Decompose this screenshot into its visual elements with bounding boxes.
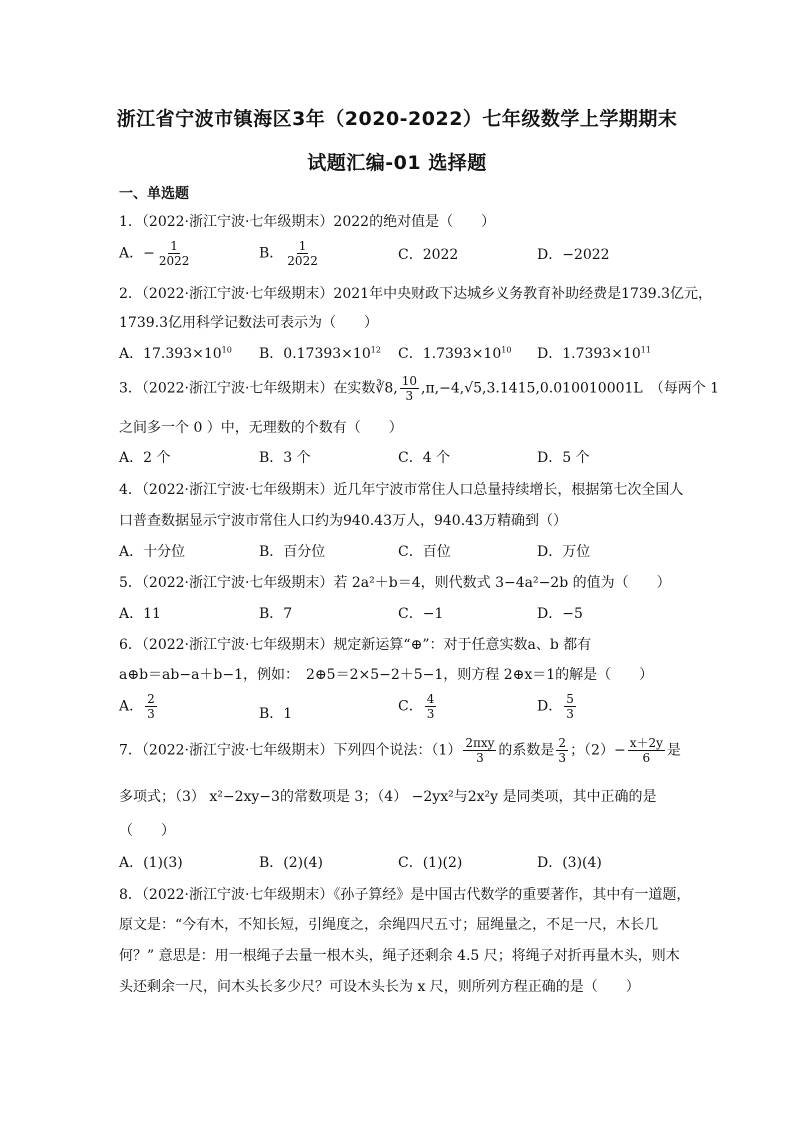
option-a: A．十分位: [119, 544, 186, 560]
question-1-text: 1．（2022·浙江宁波·七年级期末）2022的绝对值是（ ）: [119, 214, 496, 230]
option-c: C．4 个: [398, 450, 451, 466]
fraction: $\frac{\text{2πxy}}{3}$: [465, 736, 495, 765]
question-7-line-1: 7．（2022·浙江宁波·七年级期末）下列四个说法：（1） $\frac{\text{2πxy}}{3}$ 的系数是 $\frac{2}{3}$ ；（2）− $\frac{x+2y}{6}$ 是: [119, 736, 681, 765]
option-d: D．−2022: [537, 247, 610, 263]
option-d: D．万位: [537, 544, 591, 560]
option-c: C．(1)(2): [398, 855, 463, 871]
option-d: D．$1.7393\times 10^{11}$: [537, 345, 651, 362]
fraction: $\frac{10}{3}$: [401, 374, 417, 403]
page-title: 浙江省宁波市镇海区3年（2020-2022）七年级数学上学期期末: [116, 108, 678, 130]
question-6-line-2: a⊕b＝ab−a＋b−1，例如： 2⊕5＝2×5−2＋5−1，则方程 2⊕x＝1的解是（ ）: [119, 667, 654, 683]
question-2-line-1: 2．（2022·浙江宁波·七年级期末）2021年中央财政下达城乡义务教育补助经费是1739.3亿元，: [119, 286, 713, 302]
option-b: B．$0.17393\times 10^{12}$: [259, 345, 381, 362]
option-b: B．7: [259, 606, 293, 622]
option-b: B．(2)(4): [259, 855, 323, 871]
fraction: $\frac{1}{2022}$: [158, 239, 190, 268]
page-subtitle: 试题汇编-01 选择题: [307, 152, 487, 174]
option-b: B．1: [259, 706, 293, 722]
question-5-text: 5．（2022·浙江宁波·七年级期末）若 2a²＋b＝4，则代数式 3−4a²−2b 的值为（ ）: [119, 575, 671, 591]
question-3-line-2: 之间多一个 0 ）中，无理数的个数有（ ）: [119, 420, 403, 436]
option-a: A．2 个: [119, 450, 171, 466]
fraction: $\frac{2}{3}$: [558, 736, 567, 765]
fraction: $\frac{4}{3}$: [426, 692, 435, 721]
option-d: D．−5: [537, 606, 583, 622]
question-6-line-1: 6．（2022·浙江宁波·七年级期末）规定新运算“⊕”：对于任意实数a、b 都有: [119, 637, 592, 653]
question-7-line-3: （ ）: [119, 823, 175, 839]
question-4-line-1: 4．（2022·浙江宁波·七年级期末）近几年宁波市常住人口总量持续增长，根据第七次全国人: [119, 482, 684, 498]
question-8-line-3: 何？” 意思是：用一根绳子去量一根木头，绳子还剩余 4.5 尺；将绳子对折再量木头，则木: [119, 948, 680, 964]
option-a: A． $\frac{2}{3}$: [119, 692, 155, 721]
question-2-line-2: 1739.3亿用科学记数法可表示为（ ）: [119, 315, 378, 331]
option-b: B． $\frac{1}{2022}$: [259, 239, 318, 268]
option-a: A．(1)(3): [119, 855, 183, 871]
option-a: A．− $\frac{1}{2022}$: [119, 239, 190, 268]
option-c: C．2022: [398, 247, 459, 263]
question-8-line-2: 原文是：“今有木，不知长短，引绳度之，余绳四尺五寸；屈绳量之，不足一尺，木长几: [119, 917, 659, 933]
fraction: $\frac{5}{3}$: [566, 692, 574, 721]
question-3-line-1: 3．（2022·浙江宁波·七年级期末）在实数∛8, $\frac{10}{3}$ ,π,−4,√5,3.1415,0.010010001L （每两个 1: [119, 374, 720, 403]
question-8-line-4: 头还剩余一尺，问木头长多少尺？可设木头长为 x 尺，则所列方程正确的是（ ）: [119, 979, 640, 995]
option-c: C．−1: [398, 606, 444, 622]
option-b: B．3 个: [259, 450, 311, 466]
question-4-line-2: 口普查数据显示宁波市常住人口约为940.43万人，940.43万精确到（）: [119, 513, 567, 529]
option-c: C．$1.7393\times 10^{10}$: [398, 345, 512, 362]
fraction: $\frac{1}{2022}$: [287, 239, 318, 268]
option-d: D．(3)(4): [537, 855, 602, 871]
option-a: A．$17.393\times 10^{10}$: [119, 345, 232, 362]
section-heading: 一、单选题: [119, 186, 189, 202]
option-c: C． $\frac{4}{3}$: [398, 692, 435, 721]
fraction: $\frac{x+2y}{6}$: [629, 736, 663, 765]
option-d: D． $\frac{5}{3}$: [537, 692, 574, 721]
option-c: C．百位: [398, 544, 451, 560]
fraction: $\frac{2}{3}$: [147, 692, 155, 721]
question-7-line-2: 多项式；（3） x²−2xy−3的常数项是 3；（4） −2yx²与2x²y 是同类项，其中正确的是: [119, 789, 657, 805]
option-d: D．5 个: [537, 450, 590, 466]
option-b: B．百分位: [259, 544, 326, 560]
option-a: A．11: [119, 606, 161, 622]
question-8-line-1: 8．（2022·浙江宁波·七年级期末）《孙子算经》是中国古代数学的重要著作，其中有一道题，: [119, 887, 691, 903]
